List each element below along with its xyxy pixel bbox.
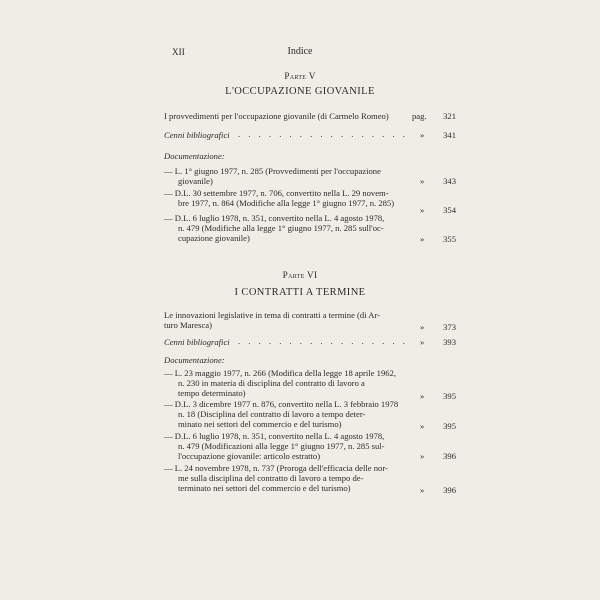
entry-line: — D.L. 6 luglio 1978, n. 351, convertito nella L. 4 agosto 1978, bbox=[164, 213, 385, 223]
page-header-title: Indice bbox=[287, 46, 313, 57]
ditto-mark: » bbox=[420, 421, 425, 431]
page-number: XII bbox=[172, 47, 185, 57]
entry-line: n. 479 (Modifiche alla legge 1° giugno 1977, n. 285 sull'oc- bbox=[178, 223, 384, 233]
entry-line: terminato nei settori del commercio e del turismo) bbox=[178, 483, 351, 493]
ditto-mark: » bbox=[420, 234, 425, 244]
part5-cenni: Cenni bibliografici bbox=[164, 130, 230, 140]
part6-cenni-page: 393 bbox=[443, 337, 456, 347]
part5-doc-entry-3 bbox=[164, 213, 464, 243]
pag-label: pag. bbox=[412, 111, 427, 121]
ditto-mark: » bbox=[420, 130, 425, 140]
part6-title: I CONTRATTI A TERMINE bbox=[234, 287, 366, 298]
part5-doc-3-page: 355 bbox=[443, 234, 456, 244]
part6-doc-entry-3 bbox=[164, 431, 464, 461]
part5-doc-1-page: 343 bbox=[443, 176, 456, 186]
part6-main-entry bbox=[164, 310, 464, 330]
part5-doc-label: Documentazione: bbox=[164, 151, 225, 161]
part5-main-page: 321 bbox=[443, 111, 456, 121]
ditto-mark: » bbox=[420, 322, 425, 332]
entry-line: n. 479 (Modificazioni alla legge 1° giugno 1977, n. 285 sul- bbox=[178, 441, 385, 451]
part6-doc-3-page: 396 bbox=[443, 451, 456, 461]
dot-leader: . . . . . . . . . . . . . . . . . bbox=[238, 129, 408, 139]
ditto-mark: » bbox=[420, 205, 425, 215]
part6-doc-4-page: 396 bbox=[443, 485, 456, 495]
ditto-mark: » bbox=[420, 485, 425, 495]
part6-main-page: 373 bbox=[443, 322, 456, 332]
part5-doc-entry-1 bbox=[164, 166, 464, 186]
entry-line: — D.L. 6 luglio 1978, n. 351, convertito nella L. 4 agosto 1978, bbox=[164, 431, 385, 441]
part5-cenni-page: 341 bbox=[443, 130, 456, 140]
entry-line: — L. 23 maggio 1977, n. 266 (Modifica della legge 18 aprile 1962, bbox=[164, 368, 396, 378]
part6-doc-entry-4 bbox=[164, 463, 464, 493]
entry-line: giovanile) bbox=[178, 176, 213, 186]
entry-line: turo Maresca) bbox=[164, 320, 212, 330]
part5-main-entry: I provvedimenti per l'occupazione giovanile (di Carmelo Romeo) bbox=[164, 111, 389, 121]
entry-line: cupazione giovanile) bbox=[178, 233, 250, 243]
entry-line: l'occupazione giovanile: articolo estratto) bbox=[178, 451, 321, 461]
entry-line: tempo determinato) bbox=[178, 388, 246, 398]
part6-doc-entry-2 bbox=[164, 399, 464, 429]
entry-line: bre 1977, n. 864 (Modifiche alla legge 1° giugno 1977, n. 285) bbox=[178, 198, 395, 208]
part6-doc-label: Documentazione: bbox=[164, 355, 225, 365]
entry-line: — D.L. 3 dicembre 1977 n. 876, convertito nella L. 3 febbraio 1978 bbox=[164, 399, 399, 409]
part5-doc-2-page: 354 bbox=[443, 205, 456, 215]
ditto-mark: » bbox=[420, 451, 425, 461]
entry-line: — L. 1° giugno 1977, n. 285 (Provvedimenti per l'occupazione bbox=[164, 166, 381, 176]
ditto-mark: » bbox=[420, 337, 425, 347]
part6-doc-1-page: 395 bbox=[443, 391, 456, 401]
part6-cenni: Cenni bibliografici bbox=[164, 337, 230, 347]
part6-label: Parte VI bbox=[282, 270, 318, 280]
part6-doc-entry-1 bbox=[164, 368, 464, 398]
ditto-mark: » bbox=[420, 176, 425, 186]
entry-line: — L. 24 novembre 1978, n. 737 (Proroga dell'efficacia delle nor- bbox=[164, 463, 388, 473]
part6-doc-2-page: 395 bbox=[443, 421, 456, 431]
part5-doc-entry-2 bbox=[164, 188, 464, 208]
entry-line: minato nei settori del commercio e del turismo) bbox=[178, 419, 342, 429]
entry-line: n. 18 (Disciplina del contratto di lavoro a tempo deter- bbox=[178, 409, 366, 419]
dot-leader: . . . . . . . . . . . . . . . . . bbox=[238, 336, 408, 346]
entry-line: Le innovazioni legislative in tema di contratti a termine (di Ar- bbox=[164, 310, 381, 320]
ditto-mark: » bbox=[420, 391, 425, 401]
part5-title: L'OCCUPAZIONE GIOVANILE bbox=[225, 86, 375, 97]
entry-line: me sulla disciplina del contratto di lavoro a tempo de- bbox=[178, 473, 364, 483]
entry-line: — D.L. 30 settembre 1977, n. 706, convertito nella L. 29 novem- bbox=[164, 188, 389, 198]
entry-line: n. 230 in materia di disciplina del contratto di lavoro a bbox=[178, 378, 365, 388]
part5-label: Parte V bbox=[284, 71, 316, 81]
